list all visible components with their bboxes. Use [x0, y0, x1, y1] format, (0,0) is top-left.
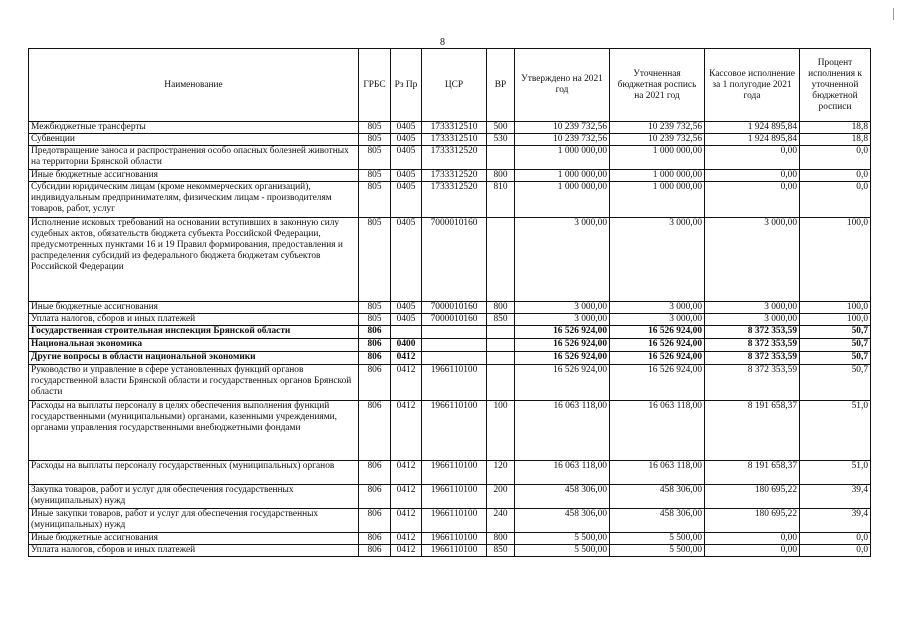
cell-rzpr: 0405 — [391, 218, 422, 302]
cell-name: Исполнение исковых требований на основании вступивших в законную силу судебных актов, обязательств бюджета субъекта Российской Федерации, предусмотренных пунктами 16 и 19 Правил формирования, предоставления и распределения субсидий из федерального бюджета бюджетам субъектов Российской Федерации — [29, 218, 359, 302]
cell-name: Иные закупки товаров, работ и услуг для обеспечения государственных (муниципальных) нужд — [29, 509, 359, 533]
cell-csr: 1733312510 — [422, 134, 487, 146]
cell-vr: 120 — [487, 461, 515, 485]
cell-vr — [487, 218, 515, 302]
cell-cash: 0,00 — [705, 533, 800, 545]
cell-percent: 100,0 — [800, 218, 871, 302]
cell-refined: 16 526 924,00 — [610, 326, 705, 339]
table-row — [29, 218, 871, 302]
cell-name: Руководство и управление в сфере установленных функций органов государственной власти Брянской области и государственных органов Брянской области — [29, 365, 359, 401]
cell-name: Иные бюджетные ассигнования — [29, 533, 359, 545]
cell-percent: 18,8 — [800, 122, 871, 134]
cell-rzpr: 0412 — [391, 461, 422, 485]
cell-percent: 0,0 — [800, 170, 871, 182]
cell-cash: 180 695,22 — [705, 509, 800, 533]
cell-percent: 51,0 — [800, 401, 871, 461]
cell-csr: 7000010160 — [422, 314, 487, 326]
cell-csr: 7000010160 — [422, 302, 487, 314]
cell-vr — [487, 365, 515, 401]
cell-percent: 0,0 — [800, 146, 871, 170]
cell-grbs: 805 — [359, 314, 391, 326]
cell-cash: 0,00 — [705, 146, 800, 170]
cell-approved: 16 526 924,00 — [515, 339, 610, 352]
cell-percent: 18,8 — [800, 134, 871, 146]
cell-grbs: 805 — [359, 170, 391, 182]
cell-vr: 850 — [487, 545, 515, 557]
cell-percent: 0,0 — [800, 545, 871, 557]
cell-vr: 800 — [487, 170, 515, 182]
cell-refined: 1 000 000,00 — [610, 170, 705, 182]
cell-rzpr: 0405 — [391, 122, 422, 134]
cell-approved: 1 000 000,00 — [515, 170, 610, 182]
cell-name: Национальная экономика — [29, 339, 359, 352]
cell-refined: 1 000 000,00 — [610, 182, 705, 218]
cell-refined: 10 239 732,56 — [610, 122, 705, 134]
cell-vr: 200 — [487, 485, 515, 509]
cell-grbs: 805 — [359, 146, 391, 170]
cell-rzpr: 0405 — [391, 134, 422, 146]
table-row — [29, 545, 871, 557]
cell-rzpr — [391, 326, 422, 339]
cell-percent: 39,4 — [800, 509, 871, 533]
cell-grbs: 806 — [359, 365, 391, 401]
cell-rzpr: 0412 — [391, 365, 422, 401]
cell-cash: 3 000,00 — [705, 314, 800, 326]
cell-approved: 10 239 732,56 — [515, 134, 610, 146]
cell-cash: 8 372 353,59 — [705, 326, 800, 339]
page-number: 8 — [440, 37, 445, 48]
cell-approved: 1 000 000,00 — [515, 146, 610, 170]
cell-name: Закупка товаров, работ и услуг для обеспечения государственных (муниципальных) нужд — [29, 485, 359, 509]
cell-csr: 1966110100 — [422, 509, 487, 533]
cell-approved: 16 063 118,00 — [515, 401, 610, 461]
cell-rzpr: 0412 — [391, 485, 422, 509]
cell-csr: 1966110100 — [422, 461, 487, 485]
table-row — [29, 122, 871, 134]
cell-grbs: 805 — [359, 134, 391, 146]
cell-csr: 1966110100 — [422, 365, 487, 401]
table-body — [29, 122, 871, 557]
table-row — [29, 461, 871, 485]
cell-rzpr: 0400 — [391, 339, 422, 352]
cell-csr: 1966110100 — [422, 533, 487, 545]
cell-refined: 5 500,00 — [610, 533, 705, 545]
scan-edge-mark — [893, 8, 894, 20]
cell-percent: 51,0 — [800, 461, 871, 485]
cell-cash: 8 372 353,59 — [705, 365, 800, 401]
cell-refined: 16 063 118,00 — [610, 401, 705, 461]
cell-name: Государственная строительная инспекция Брянской области — [29, 326, 359, 339]
cell-csr — [422, 339, 487, 352]
cell-grbs: 806 — [359, 339, 391, 352]
cell-grbs: 805 — [359, 302, 391, 314]
cell-cash: 8 372 353,59 — [705, 339, 800, 352]
header-name: Наименование — [29, 49, 359, 122]
cell-csr — [422, 352, 487, 365]
cell-refined: 3 000,00 — [610, 314, 705, 326]
cell-percent: 100,0 — [800, 302, 871, 314]
cell-csr: 7000010160 — [422, 218, 487, 302]
table-row — [29, 533, 871, 545]
table-row — [29, 485, 871, 509]
cell-refined: 10 239 732,56 — [610, 134, 705, 146]
cell-cash: 1 924 895,84 — [705, 122, 800, 134]
cell-csr: 1733312510 — [422, 122, 487, 134]
cell-approved: 458 306,00 — [515, 509, 610, 533]
table-row — [29, 352, 871, 365]
cell-refined: 458 306,00 — [610, 485, 705, 509]
cell-rzpr: 0412 — [391, 509, 422, 533]
cell-approved: 16 526 924,00 — [515, 352, 610, 365]
cell-name: Субвенции — [29, 134, 359, 146]
cell-csr — [422, 326, 487, 339]
cell-cash: 0,00 — [705, 182, 800, 218]
cell-cash: 8 191 658,37 — [705, 401, 800, 461]
cell-grbs: 805 — [359, 122, 391, 134]
cell-approved: 16 526 924,00 — [515, 326, 610, 339]
cell-csr: 1966110100 — [422, 485, 487, 509]
cell-grbs: 806 — [359, 461, 391, 485]
table-row — [29, 365, 871, 401]
table-row — [29, 509, 871, 533]
cell-csr: 1733312520 — [422, 170, 487, 182]
cell-cash: 180 695,22 — [705, 485, 800, 509]
cell-rzpr: 0412 — [391, 401, 422, 461]
table-row — [29, 401, 871, 461]
cell-rzpr: 0412 — [391, 352, 422, 365]
cell-vr — [487, 339, 515, 352]
table-row — [29, 302, 871, 314]
cell-cash: 8 191 658,37 — [705, 461, 800, 485]
cell-percent: 39,4 — [800, 485, 871, 509]
cell-refined: 16 063 118,00 — [610, 461, 705, 485]
cell-approved: 16 526 924,00 — [515, 365, 610, 401]
cell-rzpr: 0412 — [391, 545, 422, 557]
cell-grbs: 806 — [359, 533, 391, 545]
cell-csr: 1966110100 — [422, 401, 487, 461]
table-row — [29, 134, 871, 146]
cell-percent: 50,7 — [800, 352, 871, 365]
cell-percent: 50,7 — [800, 365, 871, 401]
cell-grbs: 806 — [359, 326, 391, 339]
cell-name: Уплата налогов, сборов и иных платежей — [29, 545, 359, 557]
cell-cash: 1 924 895,84 — [705, 134, 800, 146]
cell-vr — [487, 146, 515, 170]
cell-vr: 800 — [487, 533, 515, 545]
cell-vr — [487, 352, 515, 365]
header-vr: ВР — [487, 49, 515, 122]
cell-refined: 5 500,00 — [610, 545, 705, 557]
cell-name: Субсидии юридическим лицам (кроме некоммерческих организаций), индивидуальным предпринимателям, физическим лицам - производителям товаров, работ, услуг — [29, 182, 359, 218]
cell-csr: 1733312520 — [422, 146, 487, 170]
cell-grbs: 806 — [359, 545, 391, 557]
cell-approved: 5 500,00 — [515, 545, 610, 557]
cell-rzpr: 0405 — [391, 182, 422, 218]
header-refined: Уточненная бюджетная роспись на 2021 год — [610, 49, 705, 122]
cell-percent: 0,0 — [800, 533, 871, 545]
cell-vr: 530 — [487, 134, 515, 146]
cell-cash: 8 372 353,59 — [705, 352, 800, 365]
cell-csr: 1966110100 — [422, 545, 487, 557]
header-approved: Утверждено на 2021 год — [515, 49, 610, 122]
table-row — [29, 339, 871, 352]
cell-percent: 100,0 — [800, 314, 871, 326]
cell-rzpr: 0405 — [391, 314, 422, 326]
cell-refined: 16 526 924,00 — [610, 352, 705, 365]
cell-approved: 16 063 118,00 — [515, 461, 610, 485]
cell-vr: 800 — [487, 302, 515, 314]
cell-csr: 1733312520 — [422, 182, 487, 218]
table-row — [29, 326, 871, 339]
cell-approved: 3 000,00 — [515, 314, 610, 326]
cell-vr: 100 — [487, 401, 515, 461]
cell-name: Расходы на выплаты персоналу государственных (муниципальных) органов — [29, 461, 359, 485]
cell-approved: 5 500,00 — [515, 533, 610, 545]
cell-approved: 10 239 732,56 — [515, 122, 610, 134]
cell-refined: 3 000,00 — [610, 218, 705, 302]
cell-rzpr: 0412 — [391, 533, 422, 545]
cell-grbs: 806 — [359, 401, 391, 461]
cell-name: Другие вопросы в области национальной экономики — [29, 352, 359, 365]
cell-approved: 3 000,00 — [515, 218, 610, 302]
cell-percent: 50,7 — [800, 326, 871, 339]
cell-approved: 1 000 000,00 — [515, 182, 610, 218]
cell-cash: 3 000,00 — [705, 218, 800, 302]
cell-name: Уплата налогов, сборов и иных платежей — [29, 314, 359, 326]
cell-name: Иные бюджетные ассигнования — [29, 170, 359, 182]
cell-name: Межбюджетные трансферты — [29, 122, 359, 134]
cell-refined: 16 526 924,00 — [610, 339, 705, 352]
cell-approved: 3 000,00 — [515, 302, 610, 314]
cell-name: Расходы на выплаты персоналу в целях обеспечения выполнения функций государственными (муниципальными) органами, казенными учреждениями, органами управления государственными внебюджетными фондами — [29, 401, 359, 461]
cell-vr: 500 — [487, 122, 515, 134]
cell-refined: 16 526 924,00 — [610, 365, 705, 401]
table-row — [29, 314, 871, 326]
table-row — [29, 170, 871, 182]
cell-rzpr: 0405 — [391, 170, 422, 182]
cell-refined: 458 306,00 — [610, 509, 705, 533]
cell-name: Иные бюджетные ассигнования — [29, 302, 359, 314]
cell-cash: 3 000,00 — [705, 302, 800, 314]
cell-approved: 458 306,00 — [515, 485, 610, 509]
cell-refined: 3 000,00 — [610, 302, 705, 314]
cell-refined: 1 000 000,00 — [610, 146, 705, 170]
header-grbs: ГРБС — [359, 49, 391, 122]
cell-cash: 0,00 — [705, 545, 800, 557]
cell-grbs: 806 — [359, 509, 391, 533]
header-cash: Кассовое исполнение за 1 полугодие 2021 года — [705, 49, 800, 122]
header-rzpr: Рз Пр — [391, 49, 422, 122]
header-csr: ЦСР — [422, 49, 487, 122]
cell-vr: 850 — [487, 314, 515, 326]
cell-vr: 810 — [487, 182, 515, 218]
cell-name: Предотвращение заноса и распространения особо опасных болезней животных на территории Брянской области — [29, 146, 359, 170]
header-percent: Процент исполнения к уточненной бюджетной росписи — [800, 49, 871, 122]
cell-vr: 240 — [487, 509, 515, 533]
cell-vr — [487, 326, 515, 339]
cell-cash: 0,00 — [705, 170, 800, 182]
cell-percent: 0,0 — [800, 182, 871, 218]
cell-grbs: 806 — [359, 352, 391, 365]
header-row — [29, 49, 871, 122]
cell-rzpr: 0405 — [391, 146, 422, 170]
cell-grbs: 805 — [359, 218, 391, 302]
cell-grbs: 805 — [359, 182, 391, 218]
budget-table — [28, 48, 871, 557]
cell-rzpr: 0405 — [391, 302, 422, 314]
cell-percent: 50,7 — [800, 339, 871, 352]
cell-grbs: 806 — [359, 485, 391, 509]
table-row — [29, 182, 871, 218]
table-row — [29, 146, 871, 170]
